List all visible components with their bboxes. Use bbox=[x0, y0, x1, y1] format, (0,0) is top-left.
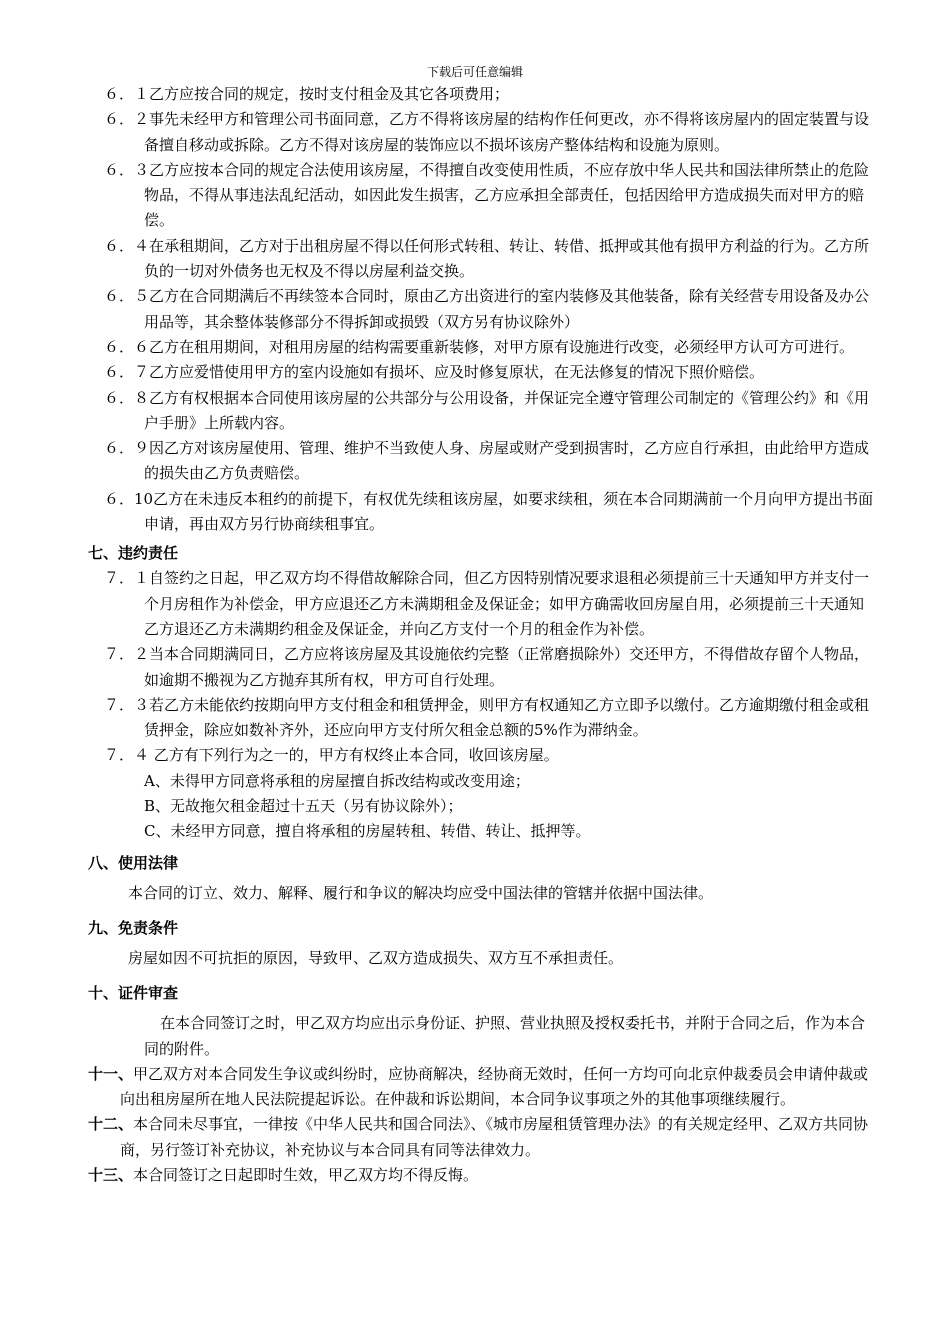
clause-7-4-item-b: B、无故拖欠租金超过十五天（另有协议除外）； bbox=[144, 797, 463, 816]
clause-7-3: ７．３若乙方未能依约按期向甲方支付租金和租赁押金，则甲方有权通知乙方立即予以缴付。乙方逾期缴付租金或租赁押金，除应如数补齐外，还应向甲方支付所欠租金总额的5%作为滞纳金。 bbox=[104, 695, 870, 740]
page-header-note: 下载后可任意编辑 bbox=[426, 65, 523, 79]
document-body bbox=[88, 82, 878, 1188]
clause-7-4-item-a: A、未得甲方同意将承租的房屋擅自拆改结构或改变用途； bbox=[144, 771, 530, 790]
clause-6-4: ６．４在承租期间，乙方对于出租房屋不得以任何形式转租、转让、转借、抵押或其他有损甲方利益的行为。乙方所负的一切对外债务也无权及不得以房屋利益交换。 bbox=[104, 236, 870, 281]
clause-7-4-item-c: C、未经甲方同意，擅自将承租的房屋转租、转借、转让、抵押等。 bbox=[144, 822, 591, 841]
clause-6-3: ６．３乙方应按本合同的规定合法使用该房屋，不得擅自改变使用性质，不应存放中华人民共和国法律所禁止的危险物品，不得从事违法乱纪活动，如因此发生损害，乙方应承担全部责任，包括因给甲方造成损失而对甲方的赔偿。 bbox=[104, 160, 870, 230]
section-12 bbox=[88, 1112, 878, 1163]
section-12-number: 十二、 bbox=[88, 1115, 134, 1134]
section-13-text: 本合同签订之日起即时生效，甲乙双方均不得反悔。 bbox=[133, 1165, 479, 1184]
section-9-heading: 九、免责条件 bbox=[88, 918, 179, 937]
section-9-text: 房屋如因不可抗拒的原因，导致甲、乙双方造成损失、双方互不承担责任。 bbox=[128, 948, 624, 967]
clause-6-7: ６．７乙方应爱惜使用甲方的室内设施如有损坏、应及时修复原状，在无法修复的情况下照价赔偿。 bbox=[104, 363, 765, 382]
section-11 bbox=[88, 1062, 878, 1113]
section-11-text: 甲乙双方对本合同发生争议或纠纷时，应协商解决，经协商无效时，任何一方均可向北京仲裁委员会申请仲裁或向出租房屋所在地人民法院提起诉讼。在仲裁和诉讼期间，本合同争议事项之外的其他事项继续履行。 bbox=[120, 1064, 869, 1109]
clause-6-6: ６．６乙方在租用期间，对租用房屋的结构需要重新装修，对甲方原有设施进行改变，必须经甲方认可方可进行。 bbox=[104, 337, 855, 356]
section-10-heading: 十、证件审查 bbox=[88, 984, 179, 1003]
clause-7-4: ７．４ 乙方有下列行为之一的，甲方有权终止本合同，收回该房屋。 bbox=[104, 746, 559, 765]
clause-6-9: ６．９因乙方对该房屋使用、管理、维护不当致使人身、房屋或财产受到损害时，乙方应自行承担，由此给甲方造成的损失由乙方负责赔偿。 bbox=[104, 439, 870, 483]
section-8-heading: 八、使用法律 bbox=[88, 853, 179, 872]
clause-6-5: ６．５乙方在合同期满后不再续签本合同时，原由乙方出资进行的室内装修及其他装备，除有关经营专用设备及办公用品等，其余整体装修部分不得拆卸或损毁（双方另有协议除外） bbox=[104, 287, 870, 331]
clause-7-2: ７．２当本合同期满同日，乙方应将该房屋及其设施依约完整（正常磨损除外）交还甲方，不得借故存留个人物品，如逾期不搬视为乙方抛弃其所有权，甲方可自行处理。 bbox=[104, 645, 870, 689]
clause-6-8: ６．８乙方有权根据本合同使用该房屋的公共部分与公用设备，并保证完全遵守管理公司制定的《管理公约》和《用户手册》上所载内容。 bbox=[104, 388, 870, 432]
section-11-number: 十一、 bbox=[88, 1064, 134, 1083]
section-13-number: 十三、 bbox=[88, 1165, 134, 1184]
clause-6-2: ６．２事先未经甲方和管理公司书面同意，乙方不得将该房屋的结构作任何更改，亦不得将该房屋内的固定装置与设备擅自移动或拆除。乙方不得对该房屋的装饰应以不损坏该房产整体结构和设施为原则。 bbox=[104, 110, 870, 154]
clause-7-1: ７．１自签约之日起，甲乙双方均不得借故解除合同，但乙方因特别情况要求退租必须提前三十天通知甲方并支付一个月房租作为补偿金，甲方应退还乙方未满期租金及保证金；如甲方确需收回房屋自用，必须提前三十天通知乙方退还乙方未满期约租金及保证金，并向乙方支付一个月的租金作为补偿。 bbox=[104, 569, 870, 638]
clause-6-10: ６．10乙方在未违反本租约的前提下，有权优先续租该房屋，如要求续租，须在本合同期满前一个月向甲方提出书面申请，再由双方另行协商续租事宜。 bbox=[104, 489, 874, 534]
section-13 bbox=[88, 1163, 878, 1188]
section-12-text: 本合同未尽事宜，一律按《中华人民共和国合同法》、《城市房屋租赁管理办法》的有关规定经甲、乙双方共同协商，另行签订补充协议，补充协议与本合同具有同等法律效力。 bbox=[120, 1115, 869, 1159]
section-10-text: 在本合同签订之时，甲乙双方均应出示身份证、护照、营业执照及授权委托书，并附于合同之后，作为本合同的附件。 bbox=[144, 1014, 866, 1058]
clause-6-1: ６．１乙方应按合同的规定，按时支付租金及其它各项费用； bbox=[104, 85, 510, 103]
section-8-text: 本合同的订立、效力、解释、履行和争议的解决均应受中国法律的管辖并依据中国法律。 bbox=[128, 883, 714, 902]
section-7-heading: 七、违约责任 bbox=[88, 544, 179, 563]
